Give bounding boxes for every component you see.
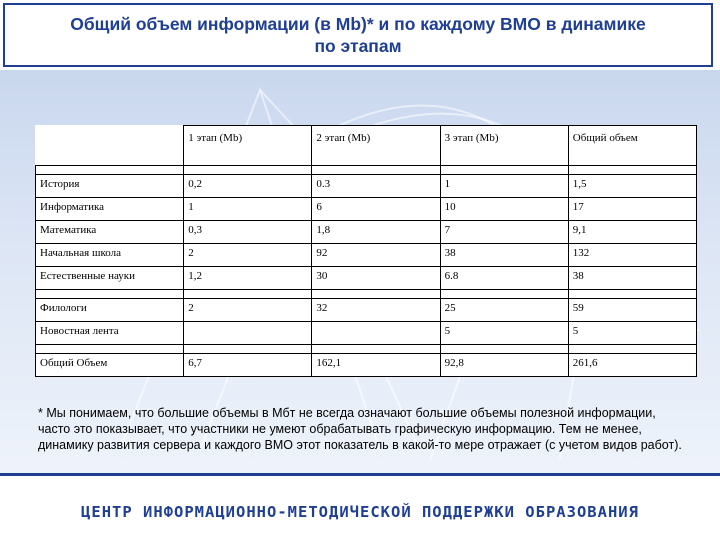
table-cell: 10 — [440, 198, 568, 221]
table-header-row — [36, 126, 697, 166]
table-cell — [312, 322, 440, 345]
spacer-row — [36, 166, 697, 175]
table-cell: 1,5 — [568, 175, 696, 198]
table-cell: 92 — [312, 244, 440, 267]
row-label: Информатика — [36, 198, 184, 221]
row-label: Начальная школа — [36, 244, 184, 267]
table-cell — [184, 322, 312, 345]
table-cell: 6 — [312, 198, 440, 221]
table-cell: 132 — [568, 244, 696, 267]
table-cell: 5 — [440, 322, 568, 345]
spacer-row — [36, 290, 697, 299]
table-cell: 0,2 — [184, 175, 312, 198]
table-cell: 6.8 — [440, 267, 568, 290]
spacer-cell — [312, 166, 440, 175]
row-label: История — [36, 175, 184, 198]
row-label: Новостная лента — [36, 322, 184, 345]
spacer-cell — [36, 290, 184, 299]
table-cell: 0,3 — [184, 221, 312, 244]
spacer-cell — [568, 290, 696, 299]
data-table — [35, 125, 697, 377]
table-cell: 0.3 — [312, 175, 440, 198]
spacer-cell — [184, 166, 312, 175]
spacer-cell — [440, 345, 568, 354]
table-cell: 5 — [568, 322, 696, 345]
footer-banner — [0, 473, 720, 540]
table-row — [36, 299, 697, 322]
spacer-cell — [440, 166, 568, 175]
spacer-cell — [312, 345, 440, 354]
table-row — [36, 267, 697, 290]
footer-organization-name: ЦЕНТР ИНФОРМАЦИОННО-МЕТОДИЧЕСКОЙ ПОДДЕРЖКИ ОБРАЗОВАНИЯ — [81, 503, 639, 521]
table-cell: 2 — [184, 299, 312, 322]
table-cell: 1 — [184, 198, 312, 221]
spacer-cell — [568, 345, 696, 354]
header-cell: 3 этап (Mb) — [440, 126, 568, 166]
table-cell: 162,1 — [312, 354, 440, 377]
spacer-cell — [36, 345, 184, 354]
table-cell: 25 — [440, 299, 568, 322]
table-cell: 92,8 — [440, 354, 568, 377]
row-label: Общий Объем — [36, 354, 184, 377]
header-cell: 2 этап (Mb) — [312, 126, 440, 166]
table-cell: 9,1 — [568, 221, 696, 244]
footer-divider — [0, 473, 720, 476]
spacer-cell — [36, 166, 184, 175]
table-cell: 2 — [184, 244, 312, 267]
table-cell: 59 — [568, 299, 696, 322]
table-cell: 7 — [440, 221, 568, 244]
table-cell: 32 — [312, 299, 440, 322]
table-row — [36, 221, 697, 244]
table-row-total — [36, 354, 697, 377]
table-row — [36, 322, 697, 345]
spacer-cell — [184, 345, 312, 354]
spacer-cell — [312, 290, 440, 299]
table-cell: 17 — [568, 198, 696, 221]
header-cell: Общий объем — [568, 126, 696, 166]
table-cell: 38 — [568, 267, 696, 290]
row-label: Филологи — [36, 299, 184, 322]
table-cell: 1 — [440, 175, 568, 198]
row-label: Математика — [36, 221, 184, 244]
row-label: Естественные науки — [36, 267, 184, 290]
spacer-cell — [184, 290, 312, 299]
page-title: Общий объем информации (в Mb)* и по каждому ВМО в динамике по этапам — [70, 14, 646, 56]
footnote-text: * Мы понимаем, что большие объемы в Мбт не всегда означают большие объемы полезной информации, часто это показывает, что участники не умеют обрабатывать графическую информацию. Тем не менее, динамику развития сервера и каждого ВМО этот показатель в какой-то мере отражает (с учетом видов работ). — [38, 406, 682, 452]
spacer-cell — [568, 166, 696, 175]
table-cell: 30 — [312, 267, 440, 290]
header-cell: 1 этап (Mb) — [184, 126, 312, 166]
spacer-row — [36, 345, 697, 354]
spacer-cell — [440, 290, 568, 299]
table-cell: 6,7 — [184, 354, 312, 377]
table-cell: 38 — [440, 244, 568, 267]
table-row — [36, 198, 697, 221]
table-row — [36, 175, 697, 198]
header-cell-empty — [36, 126, 184, 166]
table-cell: 261,6 — [568, 354, 696, 377]
table-cell: 1,2 — [184, 267, 312, 290]
title-box — [3, 3, 713, 67]
table-cell: 1,8 — [312, 221, 440, 244]
table-row — [36, 244, 697, 267]
